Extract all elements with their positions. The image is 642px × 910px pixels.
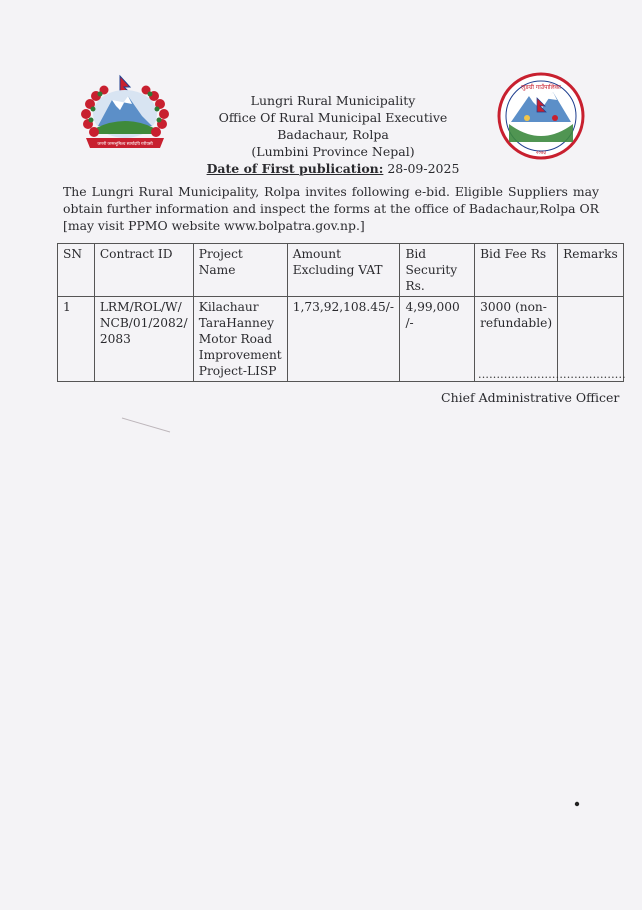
scan-artifact-mark bbox=[120, 414, 176, 436]
emblem-left-ribbon-text: जननी जन्मभूमिश्च स्वर्गादपि गरीयसी bbox=[97, 141, 153, 146]
publication-date-line bbox=[180, 160, 486, 177]
bid-table bbox=[57, 243, 624, 382]
header-office-name: Office Of Rural Municipal Executive bbox=[218, 110, 448, 125]
column-header-bid-security: Bid Security Rs. bbox=[400, 244, 475, 297]
column-header-contract-id: Contract ID bbox=[94, 244, 193, 297]
column-header-remarks: Remarks bbox=[558, 244, 624, 297]
cell-project-name: Kilachaur TaraHanney Motor Road Improvement Project-LISP bbox=[193, 297, 287, 382]
signatory-title: Chief Administrative Officer bbox=[441, 390, 620, 405]
cell-sn: 1 bbox=[58, 297, 95, 382]
publication-date-label: Date of First publication: bbox=[206, 161, 384, 176]
emblem-right-top-text: लुङग्री गाउँपालिका bbox=[521, 84, 561, 91]
cell-bid-fee: 3000 (non-refundable) bbox=[475, 297, 558, 382]
publication-date-value: 28-09-2025 bbox=[383, 161, 460, 176]
header-address: Badachaur, Rolpa bbox=[277, 127, 389, 142]
column-header-bid-fee: Bid Fee Rs bbox=[475, 244, 558, 297]
cell-bid-security: 4,99,000 /- bbox=[400, 297, 475, 382]
scan-artifact-dot bbox=[573, 800, 581, 808]
column-header-project-name: Project Name bbox=[193, 244, 287, 297]
bid-table-header-row bbox=[58, 244, 624, 297]
signature-line: ........................................ bbox=[478, 368, 626, 381]
notice-intro-paragraph: The Lungri Rural Municipality, Rolpa invites following e-bid. Eligible Suppliers may obtain further information and inspect the forms at the office of Badachaur,Rolpa OR [may visit PPMO website www.bolpatra.gov.np.] bbox=[63, 184, 599, 233]
column-header-sn: SN bbox=[58, 244, 95, 297]
cell-contract-id: LRM/ROL/W/ NCB/01/2082/ 2083 bbox=[94, 297, 193, 382]
office-header bbox=[180, 92, 486, 177]
column-header-amount: Amount Excluding VAT bbox=[287, 244, 400, 297]
nepal-government-emblem-icon bbox=[76, 74, 174, 156]
emblem-right-year-text: २०७३ bbox=[535, 150, 547, 156]
lungri-municipality-logo-icon bbox=[497, 72, 585, 160]
header-province: (Lumbini Province Nepal) bbox=[251, 144, 415, 159]
cell-amount: 1,73,92,108.45/- bbox=[287, 297, 400, 382]
header-municipality-name: Lungri Rural Municipality bbox=[250, 93, 416, 108]
